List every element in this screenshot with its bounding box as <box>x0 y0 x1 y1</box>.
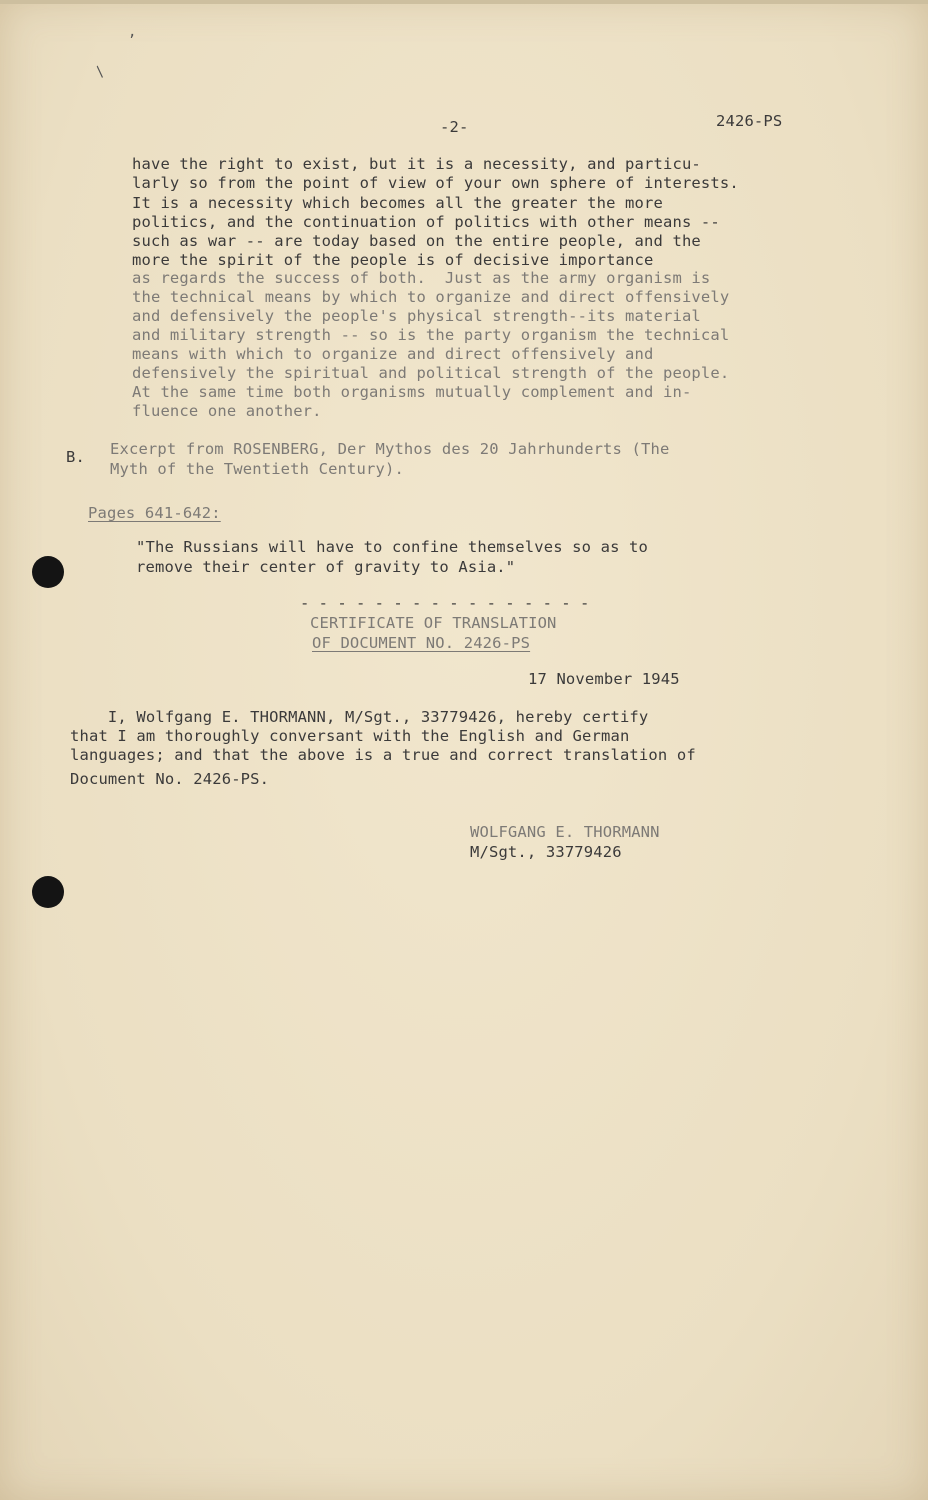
paragraph-line: the technical means by which to organize and direct offensively <box>132 288 730 306</box>
paragraph-line: have the right to exist, but it is a necessity, and particu- <box>132 155 701 173</box>
punch-hole <box>32 876 64 908</box>
paragraph-line: and defensively the people's physical strength--its material <box>132 307 701 325</box>
certificate-title: CERTIFICATE OF TRANSLATION <box>310 614 557 632</box>
quote-line: remove their center of gravity to Asia." <box>136 558 516 576</box>
punch-hole <box>32 556 64 588</box>
section-b-label: B. <box>66 448 85 466</box>
statement-line: languages; and that the above is a true and correct translation of <box>70 746 696 764</box>
stray-mark: , <box>128 24 137 40</box>
paragraph-line: At the same time both organisms mutually complement and in- <box>132 383 692 401</box>
separator-dashes: - - - - - - - - - - - - - - - - <box>300 594 590 612</box>
paragraph-line: larly so from the point of view of your own sphere of interests. <box>132 174 739 192</box>
stray-mark: / <box>91 63 110 81</box>
paragraph-line: fluence one another. <box>132 402 322 420</box>
document-reference: 2426-PS <box>716 112 783 130</box>
section-b-citation-cont: Myth of the Twentieth Century). <box>110 460 404 478</box>
certificate-date: 17 November 1945 <box>528 670 680 688</box>
pages-reference: Pages 641-642: <box>88 504 221 522</box>
paragraph-line: defensively the spiritual and political strength of the people. <box>132 364 730 382</box>
statement-line: that I am thoroughly conversant with the English and German <box>70 727 630 745</box>
quote-line: "The Russians will have to confine themselves so as to <box>136 538 649 556</box>
statement-line: I, Wolfgang E. THORMANN, M/Sgt., 33779426, hereby certify <box>70 708 649 726</box>
paragraph-line: as regards the success of both. Just as the army organism is <box>132 269 711 287</box>
section-b-citation: Excerpt from ROSENBERG, Der Mythos des 20 Jahrhunderts (The <box>110 440 670 458</box>
signature-rank: M/Sgt., 33779426 <box>470 843 622 861</box>
paragraph-line: such as war -- are today based on the entire people, and the <box>132 232 701 250</box>
paragraph-line: more the spirit of the people is of decisive importance <box>132 251 654 269</box>
signature-name: WOLFGANG E. THORMANN <box>470 823 660 841</box>
paragraph-line: politics, and the continuation of politics with other means -- <box>132 213 720 231</box>
statement-line: Document No. 2426-PS. <box>70 770 270 788</box>
paragraph-line: and military strength -- so is the party organism the technical <box>132 326 730 344</box>
paragraph-line: means with which to organize and direct offensively and <box>132 345 654 363</box>
certificate-title-cont: OF DOCUMENT NO. 2426-PS <box>312 634 531 652</box>
page-edge <box>0 0 928 4</box>
page-number: -2- <box>440 118 469 136</box>
paragraph-line: It is a necessity which becomes all the greater the more <box>132 194 663 212</box>
